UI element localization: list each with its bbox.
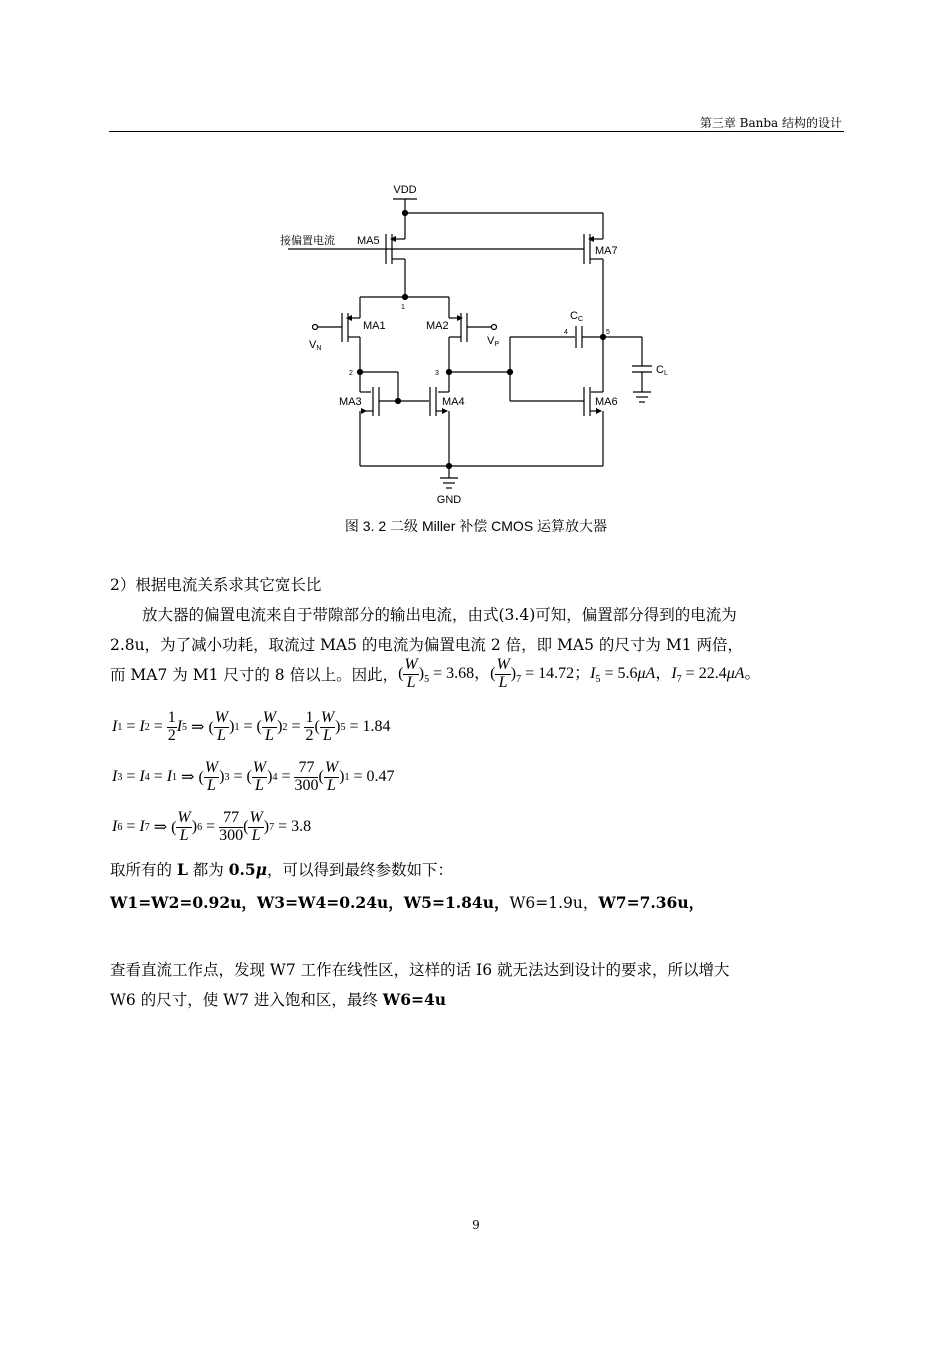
section-heading: 2）根据电流关系求其它宽长比 [110,576,322,594]
node-2-label: 2 [349,370,353,377]
vdd-label: VDD [393,184,417,196]
equation-3: I 6 = I 7 ⇒ ( $\frac{W}{L}$ ) 6 = $\frac{77}{300}$ ( $\frac{W}{L}$ ) 7 = 3.8 [112,809,312,844]
ma3-label: MA3 [339,396,362,408]
running-header: 第三章 Banba 结构的设计 [699,116,842,130]
cl-label: CL [656,364,668,377]
paragraph-1-line-1: 放大器的偏置电流来自于带隙部分的输出电流，由式(3.4)可知，偏置部分得到的电流为 [142,606,737,624]
page-number: 9 [472,1218,480,1232]
node-4-label: 4 [564,329,568,336]
node-5-label: 5 [606,329,610,336]
result-widths: W1=W2=0.92u，W3=W4=0.24u，W5=1.84u，W6=1.9u，W7=7.36u， [110,893,705,912]
transistor-ma1 [309,297,386,372]
paragraph-2-line-2: W6 的尺寸，使 W7 进入饱和区，最终 W6=4u [110,990,447,1009]
paragraph-1-line-3 [110,657,761,692]
transistor-ma3 [339,372,379,466]
transistor-ma2 [426,297,499,372]
ground-terminal [360,464,603,507]
gnd-label: GND [436,494,462,506]
ma4-label: MA4 [442,396,465,408]
ma5-label: MA5 [357,235,380,247]
transistor-ma4 [430,372,465,466]
paragraph-1-line-2: 2.8u，为了减小功耗，取流过 MA5 的电流为偏置电流 2 倍，即 MA5 的尺寸为 M1 两倍， [110,636,743,654]
transistor-ma5 [280,213,405,297]
ma7-label: MA7 [595,245,618,257]
ma1-label: MA1 [363,320,386,332]
compensation-capacitor [508,310,611,401]
opamp-schematic [0,0,952,520]
result-intro: 取所有的 L 都为 0.5μ，可以得到最终参数如下： [110,860,454,879]
equation-2: I 3 = I 4 = I 1 ⇒ ( $\frac{W}{L}$ ) 3 = ( $\frac{W}{L}$ ) 4 = $\frac{77}{300}$ ( $\frac{W}{L}$ ) 1 = 0.47 [112,759,395,794]
bias-input-label: 接偏置电流 [280,234,335,247]
equation-1: I 1 = I 2 = $\frac{1}{2}$ I 5 ⇒ ( $\frac{W}{L}$ ) 1 = ( $\frac{W}{L}$ ) 2 = $\frac{1}{2}$ ( $\frac{W}{L}$ ) 5 = 1.84 [112,709,391,744]
paragraph-2-line-1: 查看直流工作点，发现 W7 工作在线性区，这样的话 I6 就无法达到设计的要求，所以增大 [110,961,730,979]
ma6-label: MA6 [595,396,618,408]
figure-caption: 图 3. 2 二级 Miller 补偿 CMOS 运算放大器 [344,518,608,534]
transistor-ma7 [584,213,618,337]
ma2-label: MA2 [426,320,449,332]
vn-label: VN [309,339,322,352]
cc-label: CC [570,310,584,323]
node-1-label: 1 [401,304,405,311]
intro-equation: ( $\frac{W}{L}$ )$_5 = 3.68$，( $\frac{W}{L}$ )$_7 = 14.72$；$I_5 = 5.6\mu A$，$I_7 = 22.4\mu A$。 [398,656,761,691]
load-capacitor [603,337,668,402]
transistor-ma6 [584,337,618,466]
vp-label: VP [487,335,500,348]
vdd-terminal [393,184,603,216]
paragraph-1-line-3-text: 而 MA7 为 M1 尺寸的 8 倍以上。因此， [110,665,399,684]
node-3-label: 3 [435,370,439,377]
